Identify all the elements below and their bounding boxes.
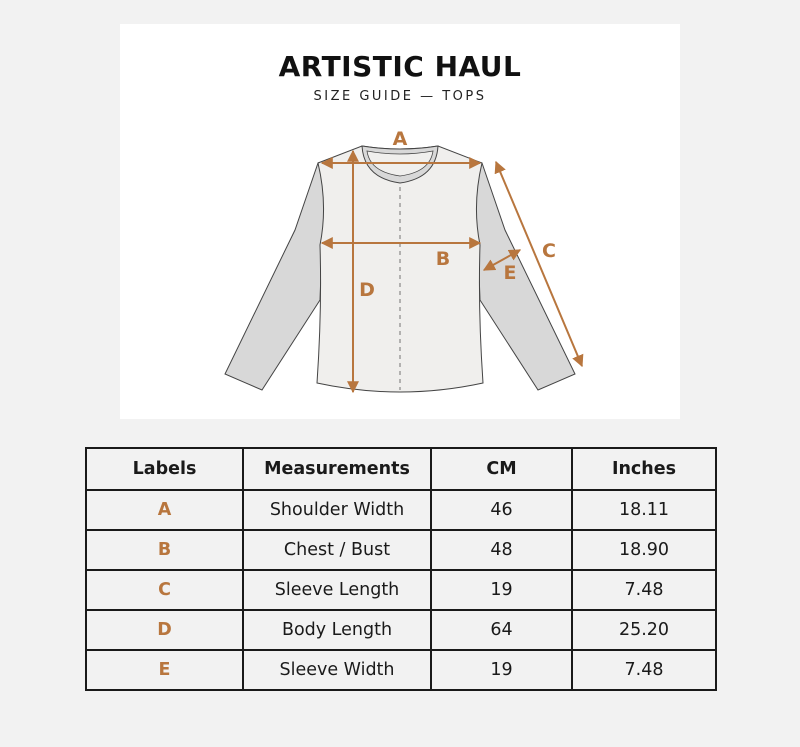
row-cm: 46 [431,490,572,530]
row-label: E [86,650,243,690]
row-inches: 7.48 [572,570,716,610]
size-table [85,447,717,691]
row-measurement: Shoulder Width [243,490,431,530]
marker-b: B [435,248,451,270]
header-inches: Inches [572,448,716,490]
marker-c: C [542,240,556,262]
row-measurement: Sleeve Length [243,570,431,610]
row-cm: 19 [431,650,572,690]
row-label: A [86,490,243,530]
row-label: B [86,530,243,570]
marker-e: E [503,262,517,284]
row-measurement: Body Length [243,610,431,650]
header-labels: Labels [86,448,243,490]
row-measurement: Chest / Bust [243,530,431,570]
row-label: D [86,610,243,650]
long-sleeve-tshirt-icon [225,146,575,392]
row-measurement: Sleeve Width [243,650,431,690]
table-row [86,610,716,650]
marker-a: A [392,128,408,150]
row-cm: 64 [431,610,572,650]
row-inches: 25.20 [572,610,716,650]
marker-d: D [359,279,375,301]
row-cm: 19 [431,570,572,610]
table-row [86,530,716,570]
table-row [86,570,716,610]
table-header-row [86,448,716,490]
row-inches: 18.11 [572,490,716,530]
row-inches: 18.90 [572,530,716,570]
table-row [86,490,716,530]
row-inches: 7.48 [572,650,716,690]
header-measurements: Measurements [243,448,431,490]
size-guide-subtitle: SIZE GUIDE — TOPS [313,89,487,104]
header-cm: CM [431,448,572,490]
brand-title: ARTISTIC HAUL [278,50,522,83]
row-cm: 48 [431,530,572,570]
row-label: C [86,570,243,610]
table-row [86,650,716,690]
